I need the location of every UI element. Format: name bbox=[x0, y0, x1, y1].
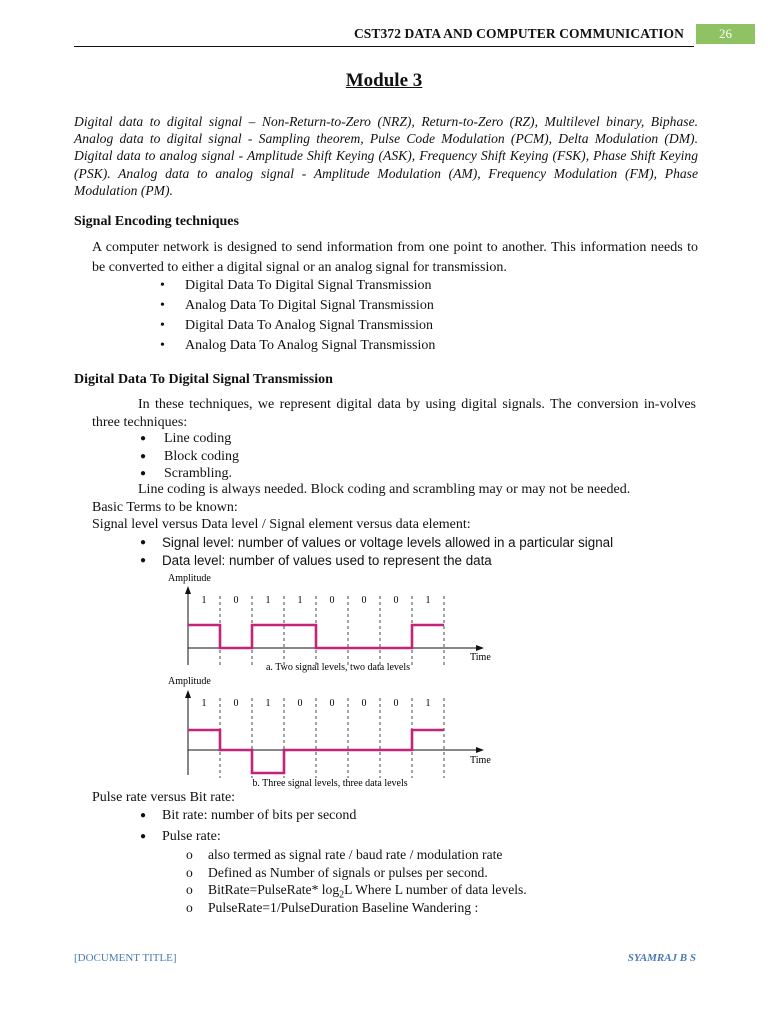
footer-document-title: [DOCUMENT TITLE] bbox=[74, 952, 177, 964]
caption-a: a. Two signal levels, two data levels bbox=[265, 662, 411, 673]
line-coding-note: Line coding is always needed. Block coding and scrambling may or may not be needed. bbox=[138, 482, 631, 497]
bit-label: 1 bbox=[297, 595, 303, 606]
list-item: ● Line coding bbox=[140, 430, 239, 448]
formula-pulserate: o PulseRate=1/PulseDuration Baseline Wandering : bbox=[186, 899, 527, 917]
module-title: Module 3 bbox=[345, 70, 423, 91]
bit-label: 1 bbox=[201, 698, 207, 709]
list-item: ● Signal level: number of values or voltage levels allowed in a particular signal bbox=[140, 534, 613, 552]
rates-heading: Pulse rate versus Bit rate: bbox=[92, 790, 236, 805]
bit-dividers-a bbox=[220, 596, 444, 666]
signal-vs-data-label: Signal level versus Data level / Signal element versus data element: bbox=[92, 517, 471, 532]
levels-list bbox=[140, 534, 613, 570]
bit-label: 0 bbox=[233, 698, 239, 709]
footer-author: SYAMRAJ B S bbox=[627, 952, 696, 964]
list-item: • Analog Data To Analog Signal Transmission bbox=[160, 336, 435, 356]
signal-waveform-a bbox=[188, 625, 444, 648]
list-item: ● Bit rate: number of bits per second bbox=[140, 807, 356, 825]
list-item: • Digital Data To Digital Signal Transmission bbox=[160, 276, 435, 296]
panel-b bbox=[168, 676, 491, 789]
bit-label: 1 bbox=[265, 698, 271, 709]
panel-a bbox=[168, 573, 491, 673]
page-number-badge: 26 bbox=[696, 24, 755, 44]
list-item: ● Scrambling. bbox=[140, 465, 239, 483]
header-rule bbox=[74, 46, 694, 47]
formula-prefix: BitRate=PulseRate* log bbox=[208, 882, 340, 897]
bit-label: 0 bbox=[233, 595, 239, 606]
y-axis-arrow-a bbox=[185, 586, 191, 594]
section-heading-encoding: Signal Encoding techniques bbox=[74, 214, 239, 229]
list-item: o also termed as signal rate / baud rate / modulation rate bbox=[186, 846, 527, 864]
bit-label: 0 bbox=[361, 698, 367, 709]
bit-label: 0 bbox=[329, 698, 335, 709]
encoding-list bbox=[160, 276, 435, 356]
bit-label: 0 bbox=[393, 698, 399, 709]
bit-label: 1 bbox=[201, 595, 207, 606]
encoding-paragraph: A computer network is designed to send information from one point to another. This information needs to be converted to either a digital signal or an analog signal for transmission. bbox=[92, 240, 698, 275]
formula-bitrate bbox=[186, 881, 527, 899]
bit-label: 0 bbox=[393, 595, 399, 606]
pulse-rate-sublist bbox=[186, 846, 527, 916]
list-item: o Defined as Number of signals or pulses per second. bbox=[186, 864, 527, 882]
bit-label: 1 bbox=[265, 595, 271, 606]
section-heading-d2d: Digital Data To Digital Signal Transmission bbox=[74, 372, 333, 387]
list-item: • Analog Data To Digital Signal Transmission bbox=[160, 296, 435, 316]
course-header-title: CST372 DATA AND COMPUTER COMMUNICATION bbox=[353, 26, 684, 41]
caption-b: b. Three signal levels, three data levels bbox=[252, 778, 408, 789]
bit-dividers-b bbox=[220, 698, 444, 778]
x-axis-arrow-b bbox=[476, 747, 484, 753]
bit-rate-list bbox=[140, 807, 356, 825]
techniques-list bbox=[140, 430, 239, 483]
formula-subscript: 2 bbox=[339, 889, 345, 901]
signal-levels-figure bbox=[150, 570, 510, 792]
pulse-rate-list bbox=[140, 828, 221, 846]
list-item: ● Pulse rate: bbox=[140, 828, 221, 846]
module-syllabus-intro: Digital data to digital signal – Non-Return-to-Zero (NRZ), Return-to-Zero (RZ), Multilevel binary, Biphase. Analog data to digital signal - Sampling theorem, Pulse Code Modulation (PCM), Delta Modulation (DM). Digital data to analog signal - Amplitude Shift Keying (ASK), Frequency Shift Keying (FSK), Phase Shift Keying (PSK). Analog data to analog signal - Amplitude Modulation (AM), Frequency Modulation (FM), Phase Modulation (PM). bbox=[74, 114, 698, 198]
bit-label: 0 bbox=[329, 595, 335, 606]
amplitude-label-b: Amplitude bbox=[168, 676, 211, 687]
x-axis-arrow-a bbox=[476, 645, 484, 651]
y-axis-arrow-b bbox=[185, 690, 191, 698]
bit-label: 1 bbox=[425, 595, 431, 606]
time-label-a: Time bbox=[470, 652, 491, 663]
bit-label: 0 bbox=[297, 698, 303, 709]
bit-label: 0 bbox=[361, 595, 367, 606]
time-label-b: Time bbox=[470, 755, 491, 766]
list-item: ● Block coding bbox=[140, 448, 239, 466]
bit-label: 1 bbox=[425, 698, 431, 709]
list-item: • Digital Data To Analog Signal Transmission bbox=[160, 316, 435, 336]
d2d-paragraph: In these techniques, we represent digital data by using digital signals. The conversion in-volves three techniques: bbox=[92, 397, 696, 430]
amplitude-label-a: Amplitude bbox=[168, 573, 211, 584]
basic-terms-label: Basic Terms to be known: bbox=[92, 500, 238, 515]
formula-suffix: L Where L number of data levels. bbox=[344, 882, 527, 897]
list-item: ● Data level: number of values used to represent the data bbox=[140, 552, 613, 570]
